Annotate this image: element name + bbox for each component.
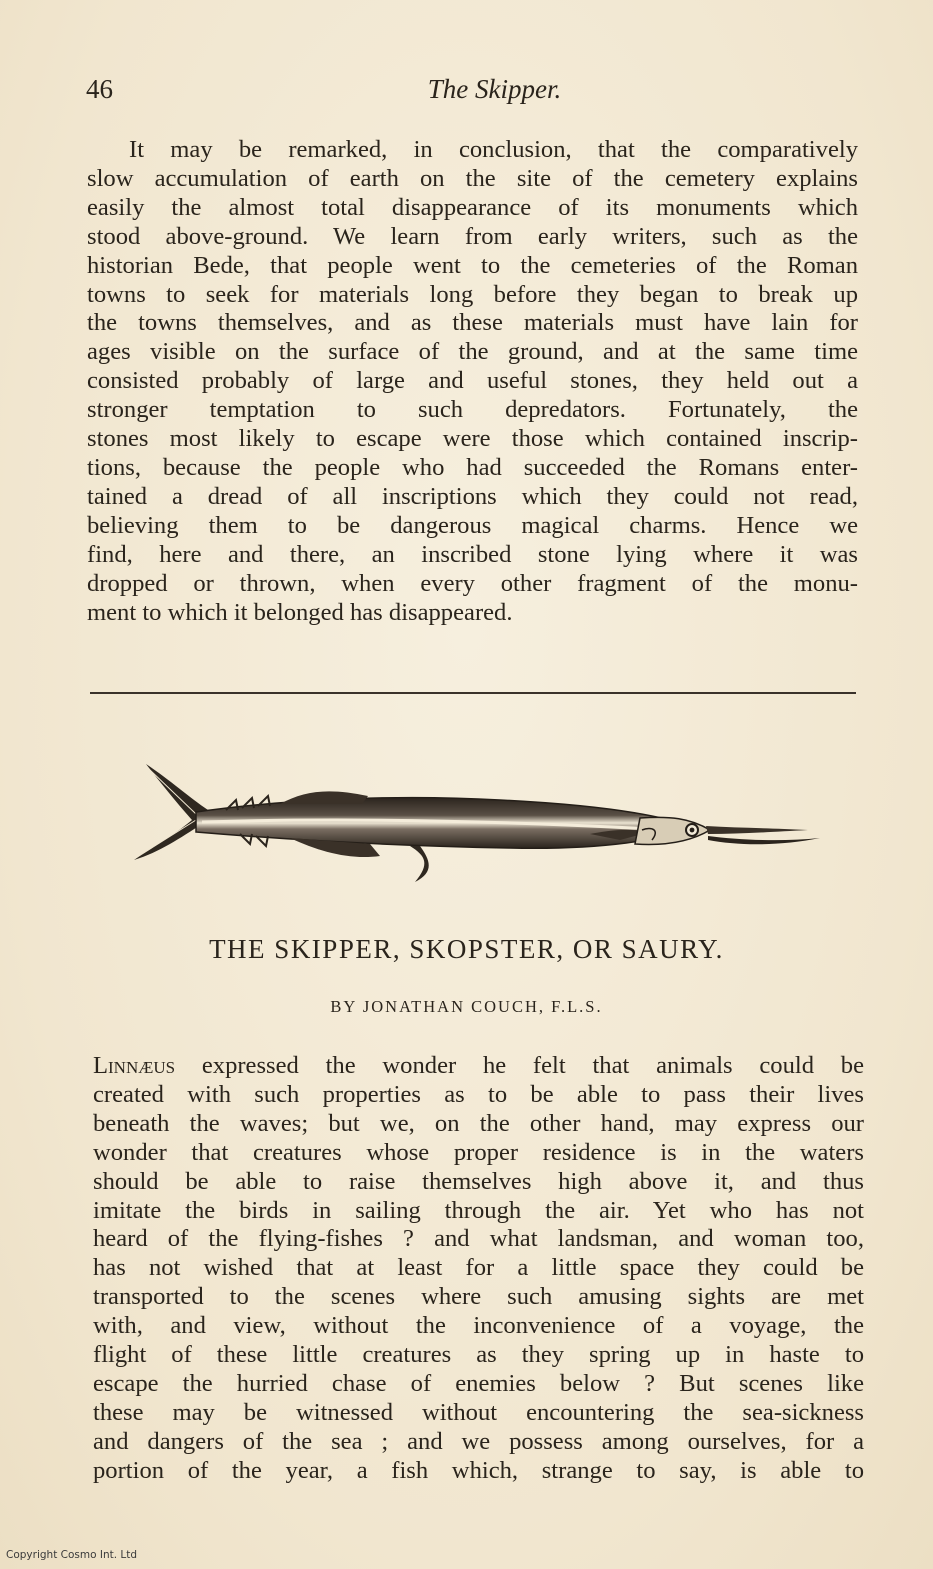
closing-paragraph bbox=[87, 136, 858, 627]
text-line: It may be remarked, in conclusion, that the comparatively bbox=[129, 136, 858, 163]
text-line: stones most likely to escape were those which contained inscrip- bbox=[87, 425, 858, 453]
text-line: towns to seek for materials long before they began to break up bbox=[87, 280, 858, 308]
text-line: portion of the year, a fish which, strange to say, is able to bbox=[93, 1456, 864, 1484]
text-line: imitate the birds in sailing through the air. Yet who has not bbox=[93, 1196, 864, 1224]
running-title: The Skipper. bbox=[427, 74, 562, 104]
text-line: transported to the scenes where such amusing sights are met bbox=[93, 1283, 864, 1311]
first-line-rest: expressed the wonder he felt that animals could be bbox=[175, 1052, 864, 1079]
text-line: and dangers of the sea ; and we possess among ourselves, for a bbox=[93, 1427, 864, 1455]
copyright-watermark: Copyright Cosmo Int. Ltd bbox=[6, 1549, 138, 1561]
text-line: these may be witnessed without encountering the sea-sickness bbox=[93, 1398, 864, 1426]
article-byline: BY JONATHAN COUCH, F.L.S. bbox=[330, 997, 603, 1016]
text-line: ages visible on the surface of the ground, and at the same time bbox=[87, 338, 858, 366]
text-line: flight of these little creatures as they spring up in haste to bbox=[93, 1341, 864, 1369]
text-line: the towns themselves, and as these materials must have lain for bbox=[87, 309, 858, 337]
text-line: slow accumulation of earth on the site of the cemetery explains bbox=[87, 164, 858, 192]
text-line: created with such properties as to be able to pass their lives bbox=[93, 1080, 864, 1108]
text-line: wonder that creatures whose proper residence is in the waters bbox=[93, 1138, 864, 1166]
text-line: believing them to be dangerous magical charms. Hence we bbox=[87, 511, 858, 539]
text-line: heard of the flying-fishes ? and what landsman, and woman too, bbox=[93, 1225, 864, 1253]
text-line: find, here and there, an inscribed stone lying where it was bbox=[87, 540, 858, 568]
text-line: tions, because the people who had succeeded the Romans enter- bbox=[87, 453, 858, 481]
text-line: ment to which it belonged has disappeared. bbox=[87, 598, 513, 626]
text-line: consisted probably of large and useful stones, they held out a bbox=[87, 367, 858, 395]
text-line: with, and view, without the inconvenience of a voyage, the bbox=[93, 1312, 864, 1340]
article-title: THE SKIPPER, SKOPSTER, OR SAURY. bbox=[209, 934, 724, 964]
text-line: stood above-ground. We learn from early writers, such as the bbox=[87, 222, 858, 250]
text-line: stronger temptation to such depredators. Fortunately, the bbox=[87, 396, 858, 424]
section-divider bbox=[90, 692, 856, 694]
text-line: dropped or thrown, when every other fragment of the monu- bbox=[87, 569, 858, 597]
text-line: should be able to raise themselves high above it, and thus bbox=[93, 1167, 864, 1195]
article-body bbox=[93, 1052, 864, 1486]
text-line: escape the hurried chase of enemies below ? But scenes like bbox=[93, 1369, 864, 1397]
text-line: has not wished that at least for a little space they could be bbox=[93, 1254, 864, 1282]
text-line: easily the almost total disappearance of its monuments which bbox=[87, 193, 858, 221]
running-head bbox=[86, 74, 863, 110]
saury-fish-engraving-icon bbox=[130, 760, 825, 890]
text-line-first bbox=[93, 1052, 864, 1081]
page-number: 46 bbox=[86, 74, 113, 104]
lead-word: Linnæus bbox=[93, 1052, 176, 1079]
text-line: tained a dread of all inscriptions which they could not read, bbox=[87, 482, 858, 510]
text-line: beneath the waves; but we, on the other hand, may express our bbox=[93, 1109, 864, 1137]
text-line: historian Bede, that people went to the cemeteries of the Roman bbox=[87, 251, 858, 279]
